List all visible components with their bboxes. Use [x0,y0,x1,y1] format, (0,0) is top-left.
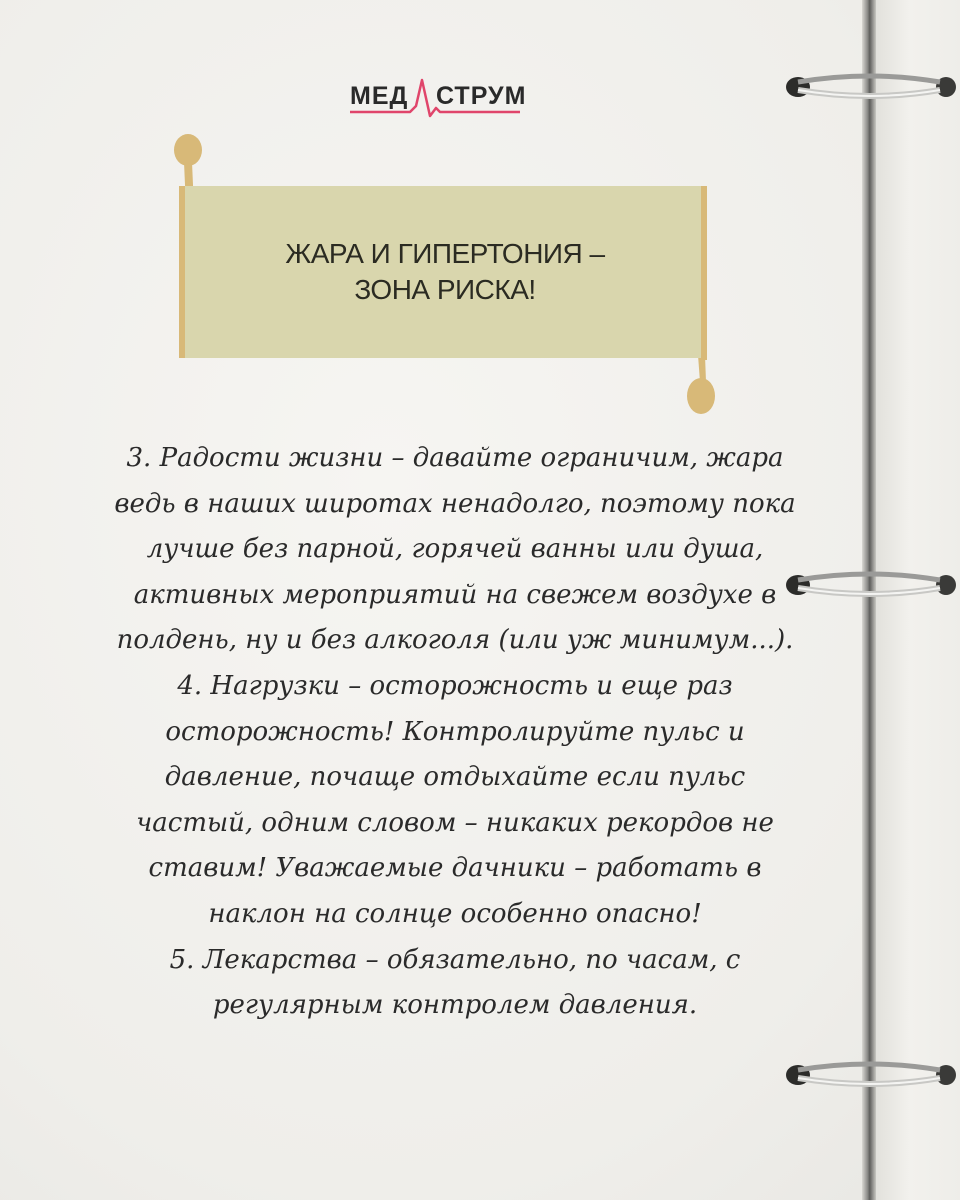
paragraph-5: 5. Лекарства – обязательно, по часам, с регулярным контролем давления. [169,944,741,1021]
binder-ring-icon [780,560,960,610]
svg-text:СТРУМ: СТРУМ [436,82,527,110]
paragraph-4: 4. Нагрузки – осторожность и еще раз осторожность! Контролируйте пульс и давление, почаще отдыхайте если пульс частый, одним словом – никаких рекордов не ставим! Уважаемые дачники – работать в наклон на солнце особенно опасно! [136,670,774,929]
paragraph-3: 3. Радости жизни – давайте ограничим, жара ведь в наших широтах ненадолго, поэтому пока лучше без парной, горячей ванны или душа, активных мероприятий на свежем воздухе в полдень, ну и без алкоголя (или уж минимум...). [114,443,796,656]
medastrum-logo [340,70,530,130]
binder-ring-icon [780,1050,960,1100]
banner-title [200,236,690,308]
banner-title-line-1: ЖАРА И ГИПЕРТОНИЯ – [285,238,605,269]
banner-title-line-2: ЗОНА РИСКА! [354,274,536,305]
svg-text:МЕД: МЕД [350,82,409,110]
article-body [110,436,800,1029]
binder-ring-icon [780,62,960,112]
